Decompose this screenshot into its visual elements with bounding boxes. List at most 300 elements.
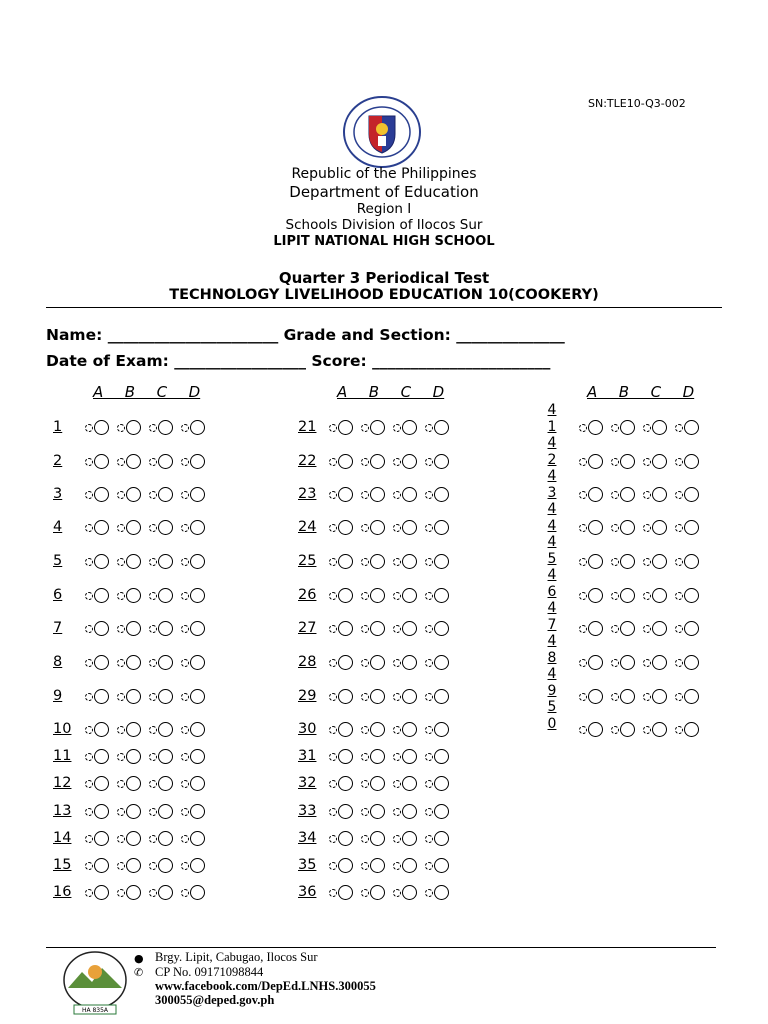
bubble-q30-c[interactable] bbox=[402, 722, 417, 737]
bubble-small-q5-a bbox=[85, 558, 93, 566]
bubble-q8-c[interactable] bbox=[158, 655, 173, 670]
bubble-small-q36-c bbox=[393, 889, 401, 897]
bubble-qcol3-10-d[interactable] bbox=[684, 722, 699, 737]
bubble-small-q2-b bbox=[117, 458, 125, 466]
answer-options-q5 bbox=[85, 553, 213, 569]
bubble-small-q23-a bbox=[329, 491, 337, 499]
bubble-qcol3-3-d[interactable] bbox=[684, 487, 699, 502]
bubble-q36-d[interactable] bbox=[434, 885, 449, 900]
question-number-24: 24 bbox=[298, 519, 317, 535]
bubble-q30-d[interactable] bbox=[434, 722, 449, 737]
bubble-small-q15-b bbox=[117, 862, 125, 870]
bubble-q14-a[interactable] bbox=[94, 831, 109, 846]
bubble-q23-d[interactable] bbox=[434, 487, 449, 502]
bubble-small-qcol3-6-a bbox=[579, 592, 587, 600]
stacked-digit: 4 bbox=[547, 534, 557, 550]
bubble-qcol3-4-b[interactable] bbox=[620, 520, 635, 535]
bubble-small-q33-b bbox=[361, 808, 369, 816]
bubble-small-q33-c bbox=[393, 808, 401, 816]
bubble-qcol3-6-c[interactable] bbox=[652, 588, 667, 603]
bubble-small-q14-d bbox=[181, 835, 189, 843]
bubble-q14-d[interactable] bbox=[190, 831, 205, 846]
bubble-q14-c[interactable] bbox=[158, 831, 173, 846]
bubble-q4-a[interactable] bbox=[94, 520, 109, 535]
bubble-q34-a[interactable] bbox=[338, 831, 353, 846]
bubble-small-q12-b bbox=[117, 780, 125, 788]
answer-options-q2 bbox=[85, 453, 213, 469]
answer-options-q15 bbox=[85, 857, 213, 873]
bubble-qcol3-8-d[interactable] bbox=[684, 655, 699, 670]
bubble-q3-b[interactable] bbox=[126, 487, 141, 502]
bubble-small-q6-a bbox=[85, 592, 93, 600]
bubble-qcol3-10-a[interactable] bbox=[588, 722, 603, 737]
answer-options-q22 bbox=[329, 453, 457, 469]
bubble-q27-c[interactable] bbox=[402, 621, 417, 636]
bubble-small-q23-d bbox=[425, 491, 433, 499]
bubble-small-q35-a bbox=[329, 862, 337, 870]
bubble-q2-c[interactable] bbox=[158, 454, 173, 469]
bubble-small-q11-d bbox=[181, 753, 189, 761]
answer-options-q7 bbox=[85, 620, 213, 636]
bubble-q10-a[interactable] bbox=[94, 722, 109, 737]
bubble-q15-b[interactable] bbox=[126, 858, 141, 873]
bubble-small-qcol3-2-d bbox=[675, 458, 683, 466]
question-number-26: 26 bbox=[298, 587, 317, 603]
footer-facebook[interactable]: www.facebook.com/DepEd.LNHS.300055 bbox=[155, 979, 376, 993]
bubble-q26-a[interactable] bbox=[338, 588, 353, 603]
bubble-small-q16-d bbox=[181, 889, 189, 897]
bubble-q15-a[interactable] bbox=[94, 858, 109, 873]
bubble-q5-c[interactable] bbox=[158, 554, 173, 569]
bubble-small-q29-b bbox=[361, 693, 369, 701]
answer-options-q32 bbox=[329, 775, 457, 791]
bubble-q7-b[interactable] bbox=[126, 621, 141, 636]
bubble-small-q8-d bbox=[181, 659, 189, 667]
bubble-q9-d[interactable] bbox=[190, 689, 205, 704]
bubble-q4-d[interactable] bbox=[190, 520, 205, 535]
bubble-small-q13-b bbox=[117, 808, 125, 816]
bubble-q35-b[interactable] bbox=[370, 858, 385, 873]
bubble-q13-a[interactable] bbox=[94, 804, 109, 819]
bubble-qcol3-5-c[interactable] bbox=[652, 554, 667, 569]
bubble-small-qcol3-1-d bbox=[675, 424, 683, 432]
bubble-q35-d[interactable] bbox=[434, 858, 449, 873]
bubble-q36-c[interactable] bbox=[402, 885, 417, 900]
bubble-q10-c[interactable] bbox=[158, 722, 173, 737]
bubble-q35-a[interactable] bbox=[338, 858, 353, 873]
bubble-q29-b[interactable] bbox=[370, 689, 385, 704]
bubble-q12-d[interactable] bbox=[190, 776, 205, 791]
question-number-22: 22 bbox=[298, 453, 317, 469]
question-number-29: 29 bbox=[298, 688, 317, 704]
bubble-qcol3-7-c[interactable] bbox=[652, 621, 667, 636]
bubble-qcol3-5-d[interactable] bbox=[684, 554, 699, 569]
bubble-q2-b[interactable] bbox=[126, 454, 141, 469]
bubble-q32-b[interactable] bbox=[370, 776, 385, 791]
bubble-qcol3-9-c[interactable] bbox=[652, 689, 667, 704]
bubble-q34-b[interactable] bbox=[370, 831, 385, 846]
bubble-q8-a[interactable] bbox=[94, 655, 109, 670]
bubble-q2-a[interactable] bbox=[94, 454, 109, 469]
bubble-q10-b[interactable] bbox=[126, 722, 141, 737]
bubble-q36-a[interactable] bbox=[338, 885, 353, 900]
bubble-q2-d[interactable] bbox=[190, 454, 205, 469]
serial-number: SN:TLE10-Q3-002 bbox=[588, 97, 686, 110]
bubble-qcol3-8-c[interactable] bbox=[652, 655, 667, 670]
bubble-q22-d[interactable] bbox=[434, 454, 449, 469]
bubble-small-q10-d bbox=[181, 726, 189, 734]
question-number-23: 23 bbox=[298, 486, 317, 502]
bubble-qcol3-5-a[interactable] bbox=[588, 554, 603, 569]
bubble-q1-d[interactable] bbox=[190, 420, 205, 435]
bubble-q26-d[interactable] bbox=[434, 588, 449, 603]
bubble-q4-c[interactable] bbox=[158, 520, 173, 535]
bubble-q31-c[interactable] bbox=[402, 749, 417, 764]
bubble-q5-d[interactable] bbox=[190, 554, 205, 569]
bubble-small-q3-d bbox=[181, 491, 189, 499]
bubble-qcol3-3-c[interactable] bbox=[652, 487, 667, 502]
bubble-small-q26-c bbox=[393, 592, 401, 600]
bubble-q25-b[interactable] bbox=[370, 554, 385, 569]
bubble-qcol3-7-d[interactable] bbox=[684, 621, 699, 636]
bubble-qcol3-7-a[interactable] bbox=[588, 621, 603, 636]
bubble-q26-b[interactable] bbox=[370, 588, 385, 603]
bubble-small-qcol3-1-a bbox=[579, 424, 587, 432]
bubble-small-q10-a bbox=[85, 726, 93, 734]
bubble-q8-b[interactable] bbox=[126, 655, 141, 670]
bubble-q9-c[interactable] bbox=[158, 689, 173, 704]
question-number-31: 31 bbox=[298, 748, 317, 764]
bubble-qcol3-2-b[interactable] bbox=[620, 454, 635, 469]
question-number-7: 7 bbox=[53, 620, 63, 636]
bubble-q12-c[interactable] bbox=[158, 776, 173, 791]
bubble-q12-b[interactable] bbox=[126, 776, 141, 791]
bubble-q33-a[interactable] bbox=[338, 804, 353, 819]
stacked-digit: 4 bbox=[547, 435, 557, 451]
answer-options-qcol3-1 bbox=[579, 419, 707, 435]
bubble-qcol3-2-c[interactable] bbox=[652, 454, 667, 469]
bubble-q28-d[interactable] bbox=[434, 655, 449, 670]
bubble-small-qcol3-3-b bbox=[611, 491, 619, 499]
bubble-q6-b[interactable] bbox=[126, 588, 141, 603]
bubble-q36-b[interactable] bbox=[370, 885, 385, 900]
answer-options-q6 bbox=[85, 587, 213, 603]
answer-options-q21 bbox=[329, 419, 457, 435]
bubble-q24-b[interactable] bbox=[370, 520, 385, 535]
bubble-q25-c[interactable] bbox=[402, 554, 417, 569]
bubble-qcol3-3-a[interactable] bbox=[588, 487, 603, 502]
bubble-small-q30-d bbox=[425, 726, 433, 734]
bubble-q16-c[interactable] bbox=[158, 885, 173, 900]
bubble-q21-c[interactable] bbox=[402, 420, 417, 435]
bubble-small-qcol3-6-b bbox=[611, 592, 619, 600]
bubble-q14-b[interactable] bbox=[126, 831, 141, 846]
bubble-q27-a[interactable] bbox=[338, 621, 353, 636]
bubble-small-q14-b bbox=[117, 835, 125, 843]
bubble-qcol3-5-b[interactable] bbox=[620, 554, 635, 569]
question-number-8: 8 bbox=[53, 654, 63, 670]
bubble-q21-d[interactable] bbox=[434, 420, 449, 435]
bubble-small-qcol3-4-a bbox=[579, 524, 587, 532]
bubble-small-q21-d bbox=[425, 424, 433, 432]
bubble-qcol3-1-b[interactable] bbox=[620, 420, 635, 435]
bubble-small-q32-a bbox=[329, 780, 337, 788]
bubble-small-q23-c bbox=[393, 491, 401, 499]
bubble-q28-a[interactable] bbox=[338, 655, 353, 670]
bubble-qcol3-6-a[interactable] bbox=[588, 588, 603, 603]
bubble-small-q9-b bbox=[117, 693, 125, 701]
bubble-q32-a[interactable] bbox=[338, 776, 353, 791]
bubble-small-qcol3-9-d bbox=[675, 693, 683, 701]
bubble-q32-d[interactable] bbox=[434, 776, 449, 791]
bubble-q7-c[interactable] bbox=[158, 621, 173, 636]
bubble-q25-d[interactable] bbox=[434, 554, 449, 569]
bubble-q9-b[interactable] bbox=[126, 689, 141, 704]
stacked-digit: 4 bbox=[547, 567, 557, 583]
bubble-small-q1-a bbox=[85, 424, 93, 432]
bubble-small-q27-c bbox=[393, 625, 401, 633]
bubble-qcol3-8-b[interactable] bbox=[620, 655, 635, 670]
date-score-line[interactable]: Date of Exam: _________________ Score: _______________________ bbox=[46, 352, 551, 370]
bubble-q21-a[interactable] bbox=[338, 420, 353, 435]
bubble-small-qcol3-8-b bbox=[611, 659, 619, 667]
stacked-digit: 4 bbox=[547, 468, 557, 484]
bubble-q29-d[interactable] bbox=[434, 689, 449, 704]
bubble-q3-a[interactable] bbox=[94, 487, 109, 502]
bubble-small-q26-d bbox=[425, 592, 433, 600]
bubble-q21-b[interactable] bbox=[370, 420, 385, 435]
subject-title: TECHNOLOGY LIVELIHOOD EDUCATION 10(COOKERY) bbox=[169, 287, 599, 303]
bubble-small-q31-c bbox=[393, 753, 401, 761]
footer-phone: CP No. 09171098844 bbox=[155, 965, 264, 979]
bubble-small-q6-c bbox=[149, 592, 157, 600]
bubble-small-q33-d bbox=[425, 808, 433, 816]
bubble-q31-d[interactable] bbox=[434, 749, 449, 764]
question-number-27: 27 bbox=[298, 620, 317, 636]
bubble-small-qcol3-5-c bbox=[643, 558, 651, 566]
bubble-small-q16-b bbox=[117, 889, 125, 897]
bubble-small-q8-b bbox=[117, 659, 125, 667]
bubble-small-q9-d bbox=[181, 693, 189, 701]
bubble-q9-a[interactable] bbox=[94, 689, 109, 704]
bubble-small-qcol3-2-b bbox=[611, 458, 619, 466]
bubble-small-q23-b bbox=[361, 491, 369, 499]
name-grade-section-line[interactable]: Name: ______________________ Grade and Section: ______________ bbox=[46, 326, 565, 344]
bubble-q28-c[interactable] bbox=[402, 655, 417, 670]
answer-options-q34 bbox=[329, 830, 457, 846]
question-number-10: 10 bbox=[53, 721, 72, 737]
bubble-small-qcol3-1-b bbox=[611, 424, 619, 432]
bubble-q24-d[interactable] bbox=[434, 520, 449, 535]
bubble-small-qcol3-3-d bbox=[675, 491, 683, 499]
bubble-small-q3-b bbox=[117, 491, 125, 499]
bubble-qcol3-10-b[interactable] bbox=[620, 722, 635, 737]
answer-options-q27 bbox=[329, 620, 457, 636]
stacked-digit: 4 bbox=[547, 633, 557, 649]
bubble-q34-d[interactable] bbox=[434, 831, 449, 846]
bubble-q15-d[interactable] bbox=[190, 858, 205, 873]
bubble-q35-c[interactable] bbox=[402, 858, 417, 873]
bubble-qcol3-1-a[interactable] bbox=[588, 420, 603, 435]
bubble-qcol3-2-a[interactable] bbox=[588, 454, 603, 469]
bubble-qcol3-4-d[interactable] bbox=[684, 520, 699, 535]
bubble-q34-c[interactable] bbox=[402, 831, 417, 846]
bubble-qcol3-10-c[interactable] bbox=[652, 722, 667, 737]
bubble-qcol3-1-c[interactable] bbox=[652, 420, 667, 435]
bubble-q11-c[interactable] bbox=[158, 749, 173, 764]
bubble-small-qcol3-6-c bbox=[643, 592, 651, 600]
question-number-21: 21 bbox=[298, 419, 317, 435]
bubble-qcol3-4-c[interactable] bbox=[652, 520, 667, 535]
bubble-small-q4-a bbox=[85, 524, 93, 532]
bubble-q16-d[interactable] bbox=[190, 885, 205, 900]
bubble-small-q2-a bbox=[85, 458, 93, 466]
question-number-2: 2 bbox=[53, 453, 63, 469]
bubble-q28-b[interactable] bbox=[370, 655, 385, 670]
bubble-q1-c[interactable] bbox=[158, 420, 173, 435]
bubble-q33-d[interactable] bbox=[434, 804, 449, 819]
bubble-q26-c[interactable] bbox=[402, 588, 417, 603]
bubble-q3-c[interactable] bbox=[158, 487, 173, 502]
bubble-qcol3-7-b[interactable] bbox=[620, 621, 635, 636]
bubble-q27-d[interactable] bbox=[434, 621, 449, 636]
answer-options-qcol3-8 bbox=[579, 654, 707, 670]
bubble-q32-c[interactable] bbox=[402, 776, 417, 791]
bubble-small-q5-c bbox=[149, 558, 157, 566]
logo-text: HA 835A bbox=[81, 1007, 109, 1014]
answer-options-qcol3-9 bbox=[579, 688, 707, 704]
bubble-qcol3-9-d[interactable] bbox=[684, 689, 699, 704]
bubble-q31-b[interactable] bbox=[370, 749, 385, 764]
bubble-small-q25-c bbox=[393, 558, 401, 566]
answer-options-qcol3-6 bbox=[579, 587, 707, 603]
bubble-q11-d[interactable] bbox=[190, 749, 205, 764]
answer-options-q16 bbox=[85, 884, 213, 900]
bubble-small-q28-c bbox=[393, 659, 401, 667]
bubble-small-qcol3-3-a bbox=[579, 491, 587, 499]
bubble-qcol3-4-a[interactable] bbox=[588, 520, 603, 535]
bubble-small-q5-b bbox=[117, 558, 125, 566]
bubble-q23-c[interactable] bbox=[402, 487, 417, 502]
bubble-q33-c[interactable] bbox=[402, 804, 417, 819]
bubble-small-q27-b bbox=[361, 625, 369, 633]
bubble-qcol3-8-a[interactable] bbox=[588, 655, 603, 670]
bubble-small-qcol3-10-a bbox=[579, 726, 587, 734]
bubble-q16-a[interactable] bbox=[94, 885, 109, 900]
bubble-small-q34-b bbox=[361, 835, 369, 843]
bubble-q7-d[interactable] bbox=[190, 621, 205, 636]
bubble-small-q4-b bbox=[117, 524, 125, 532]
bubble-q24-c[interactable] bbox=[402, 520, 417, 535]
bubble-qcol3-1-d[interactable] bbox=[684, 420, 699, 435]
bubble-q5-b[interactable] bbox=[126, 554, 141, 569]
bubble-small-q35-c bbox=[393, 862, 401, 870]
bubble-q11-a[interactable] bbox=[94, 749, 109, 764]
bubble-small-qcol3-5-a bbox=[579, 558, 587, 566]
bubble-q23-a[interactable] bbox=[338, 487, 353, 502]
bubble-small-q12-a bbox=[85, 780, 93, 788]
bubble-qcol3-6-b[interactable] bbox=[620, 588, 635, 603]
bubble-small-q22-b bbox=[361, 458, 369, 466]
bubble-qcol3-2-d[interactable] bbox=[684, 454, 699, 469]
answer-options-q30 bbox=[329, 721, 457, 737]
bubble-q13-d[interactable] bbox=[190, 804, 205, 819]
bubble-small-q5-d bbox=[181, 558, 189, 566]
bubble-q29-c[interactable] bbox=[402, 689, 417, 704]
bubble-q11-b[interactable] bbox=[126, 749, 141, 764]
bubble-q30-a[interactable] bbox=[338, 722, 353, 737]
bubble-small-qcol3-6-d bbox=[675, 592, 683, 600]
answer-options-q8 bbox=[85, 654, 213, 670]
bubble-q33-b[interactable] bbox=[370, 804, 385, 819]
stacked-digit: 7 bbox=[547, 616, 557, 633]
bubble-qcol3-6-d[interactable] bbox=[684, 588, 699, 603]
question-number-6: 6 bbox=[53, 587, 63, 603]
bubble-q22-b[interactable] bbox=[370, 454, 385, 469]
bubble-q22-c[interactable] bbox=[402, 454, 417, 469]
bubble-q7-a[interactable] bbox=[94, 621, 109, 636]
bubble-qcol3-3-b[interactable] bbox=[620, 487, 635, 502]
bubble-small-q30-b bbox=[361, 726, 369, 734]
bubble-q24-a[interactable] bbox=[338, 520, 353, 535]
bubble-q3-d[interactable] bbox=[190, 487, 205, 502]
bubble-small-q1-c bbox=[149, 424, 157, 432]
bubble-q13-c[interactable] bbox=[158, 804, 173, 819]
bubble-q25-a[interactable] bbox=[338, 554, 353, 569]
bubble-q13-b[interactable] bbox=[126, 804, 141, 819]
bubble-q4-b[interactable] bbox=[126, 520, 141, 535]
bubble-q6-d[interactable] bbox=[190, 588, 205, 603]
stacked-digit: 2 bbox=[547, 451, 557, 468]
bubble-small-qcol3-10-d bbox=[675, 726, 683, 734]
bubble-small-q22-c bbox=[393, 458, 401, 466]
answer-options-q23 bbox=[329, 486, 457, 502]
answer-options-q26 bbox=[329, 587, 457, 603]
answer-options-q13 bbox=[85, 803, 213, 819]
bubble-q30-b[interactable] bbox=[370, 722, 385, 737]
bubble-small-q26-a bbox=[329, 592, 337, 600]
bubble-q6-c[interactable] bbox=[158, 588, 173, 603]
bubble-q8-d[interactable] bbox=[190, 655, 205, 670]
bubble-small-q27-d bbox=[425, 625, 433, 633]
answer-options-q10 bbox=[85, 721, 213, 737]
department-heading: Department of Education bbox=[289, 183, 479, 201]
bubble-qcol3-9-a[interactable] bbox=[588, 689, 603, 704]
bubble-qcol3-9-b[interactable] bbox=[620, 689, 635, 704]
bubble-q15-c[interactable] bbox=[158, 858, 173, 873]
bubble-q31-a[interactable] bbox=[338, 749, 353, 764]
question-number-5: 5 bbox=[53, 553, 63, 569]
bubble-q1-a[interactable] bbox=[94, 420, 109, 435]
stacked-digit: 3 bbox=[547, 484, 557, 501]
stacked-digit: 4 bbox=[547, 501, 557, 517]
answer-options-q14 bbox=[85, 830, 213, 846]
bubble-q29-a[interactable] bbox=[338, 689, 353, 704]
bubble-q12-a[interactable] bbox=[94, 776, 109, 791]
bubble-q6-a[interactable] bbox=[94, 588, 109, 603]
footer-email[interactable]: 300055@deped.gov.ph bbox=[155, 993, 275, 1007]
bubble-small-q13-a bbox=[85, 808, 93, 816]
bubble-q23-b[interactable] bbox=[370, 487, 385, 502]
bubble-q22-a[interactable] bbox=[338, 454, 353, 469]
bubble-q16-b[interactable] bbox=[126, 885, 141, 900]
bubble-small-q24-c bbox=[393, 524, 401, 532]
bubble-q10-d[interactable] bbox=[190, 722, 205, 737]
bubble-q1-b[interactable] bbox=[126, 420, 141, 435]
bubble-q5-a[interactable] bbox=[94, 554, 109, 569]
bubble-small-qcol3-4-b bbox=[611, 524, 619, 532]
bubble-q27-b[interactable] bbox=[370, 621, 385, 636]
